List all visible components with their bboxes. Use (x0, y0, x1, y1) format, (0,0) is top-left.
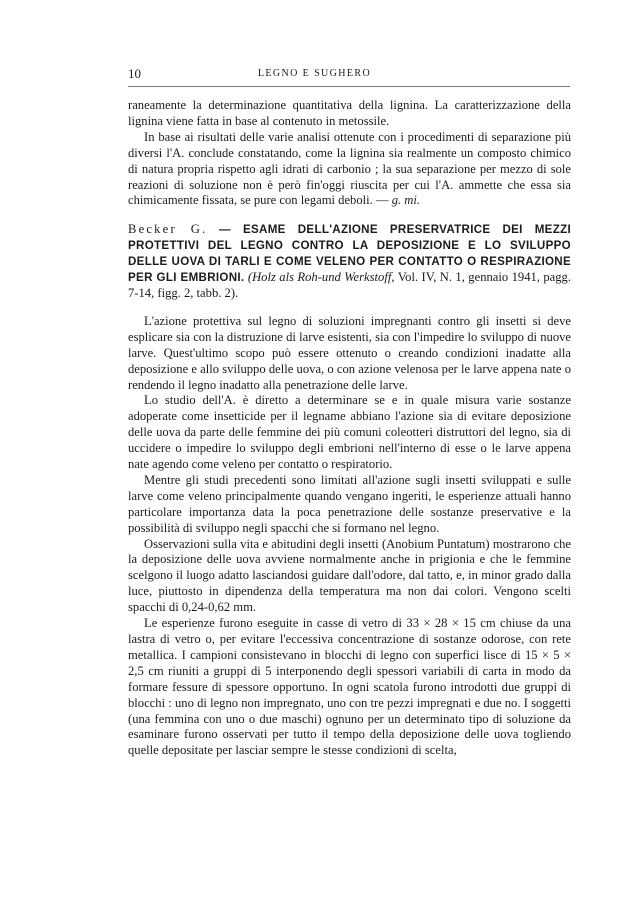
section-gap (128, 209, 571, 222)
entry-source-journal: (Holz als Roh-und Werkstoff, (247, 270, 395, 285)
reviewer-signature: g. mi. (391, 193, 421, 208)
entry-source-details: Vol. IV, N. 1, gennaio 1941, pagg. 7-14, figg. 2, tabb. 2). (128, 270, 571, 300)
entry-author: Becker G. (128, 222, 208, 237)
page-number: 10 (128, 66, 141, 81)
previous-review-paragraph-1: raneamente la determinazione quantitativa della lignina. La caratterizzazione della lignina viene fatta in base al contenuto in metossile. (128, 98, 571, 128)
running-title: LEGNO E SUGHERO (257, 68, 372, 79)
page-body (128, 98, 571, 759)
previous-review-text: In base ai risultati delle varie analisi ottenute con i procedimenti di separazione più diversi l'A. conclude constatando, come la lignina sia realmente un composto chimico di natura propria rispetto agli idrati di carbonio ; la sua separazione per mezzo di sole reazioni di soluzione non è però fin'oggi riuscita per cui l'A. ammette che essa sia chimicamente fissata, se pure con legami deboli. — (128, 129, 571, 208)
body-paragraph: Mentre gli studi precedenti sono limitati all'azione sugli insetti sviluppati e sulle larve come veleno principalmente quando vengano ingeriti, le esperienze attuali hanno particolare importanza data la poca penetrazione delle sostanze preservative e la possibilità di sviluppo negli spacchi che si formano nel legno. (128, 472, 571, 535)
body-paragraph: Le esperienze furono eseguite in casse di vetro di 33 × 28 × 15 cm chiuse da una lastra di vetro o, per evitare l'eccessiva concentrazione di sostanze odorose, con rete metallica. I campioni consistevano in blocchi di legno con superfici lisce di 15 × 5 × 2,5 cm riuniti a gruppi di 5 interponendo degli spessori variabili di carta in modo da formare fessure di spessore opportuno. In ogni scatola furono introdotti due gruppi di blocchi : uno di legno non impregnato, uno con tre pezzi impregnati e due no. I soggetti (una femmina con uno o due maschi) ognuno per un determinato tipo di soluzione da esaminare furono osservati per tutto il tempo della deposizione delle uova togliendo quelle depositate per lasciar sempre le stesse condizioni di scelta, (128, 616, 571, 758)
entry-title: — ESAME DELL'AZIONE PRESERVATRICE DEI MEZZI PROTETTIVI DEL LEGNO CONTRO LA DEPOSIZIONE E LO SVILUPPO DELLE UOVA DI TARLI E COME VELENO PER CONTATTO O RESPIRAZIONE PER GLI EMBRIONI. (128, 223, 572, 285)
bibliographic-entry (128, 222, 571, 302)
body-paragraph: L'azione protettiva sul legno di soluzioni impregnanti contro gli insetti si deve esplicare sia con la distruzione di larve esistenti, sia con l'impedire lo sviluppo di nuove larve. Quest'ultimo scopo può essere ottenuto o creando condizioni inadatte alla deposizione e allo sviluppo delle uova, o con azione velenosa per le larve appena nate o rendendo il legno inadatto alla penetrazione delle larve. (128, 313, 571, 392)
body-paragraph: Osservazioni sulla vita e abitudini degli insetti (Anobium Puntatum) mostrarono che la deposizione delle uova avviene normalmente anche in prigionia e che le femmine scelgono il luogo adatto lasciandosi guidare dall'odore, dal tatto, e, in minor grado dalla luce, piuttosto in dipendenza della temperatura ma non dai colori. Vengono scelti spacchi di 0,24-0,62 mm. (128, 536, 571, 615)
previous-review-paragraph-2 (128, 130, 571, 210)
header-rule (128, 86, 570, 87)
body-paragraph: Lo studio dell'A. è diretto a determinare se e in quale misura varie sostanze adoperate come insetticide per il legname abbiano l'azione sia di evitare deposizione delle uova da parte delle femmine dei più comuni coleotteri distruttori del legno, sia di uccidere o impedire lo sviluppo degli embrioni nell'interno di esse o le larve appena nate agendo come veleno per contatto o respiratorio. (128, 393, 571, 472)
page-header (0, 66, 629, 82)
